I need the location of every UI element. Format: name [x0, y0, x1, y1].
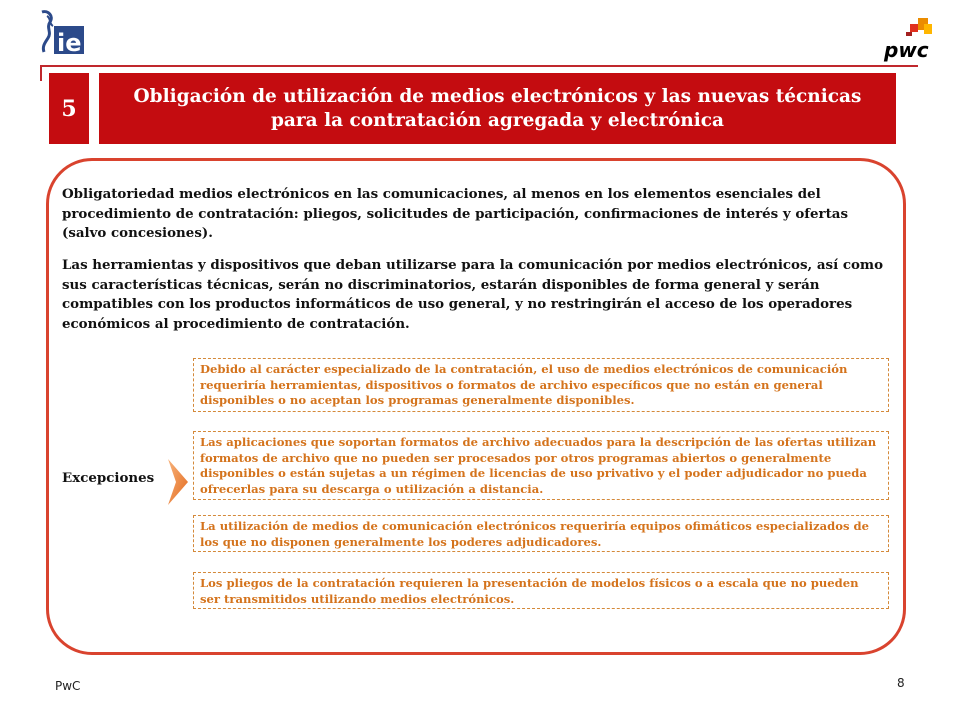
ie-logo	[38, 8, 90, 56]
top-rule-corner	[40, 65, 42, 81]
exception-item: Debido al carácter especializado de la contratación, el uso de medios electrónicos de comunicación requeriría herramientas, dispositivos o formatos de archivo específicos que no están en general disponibles o no aceptan los programas generalmente disponibles.	[193, 358, 889, 412]
svg-text:ie: ie	[57, 29, 82, 56]
page-number: 8	[897, 676, 905, 690]
chevron-right-icon	[166, 457, 190, 507]
exception-item: Las aplicaciones que soportan formatos de archivo adecuados para la descripción de las ofertas utilizan formatos de archivo que no pueden ser procesados por otros programas abiertos o generalmente disponibles o están sujetas a un régimen de licencias de uso privativo y el poder adjudicador no pueda ofrecerlas para su descarga o utilización a distancia.	[193, 431, 889, 500]
exceptions-label: Excepciones	[62, 470, 155, 486]
pwc-wordmark: pwc	[884, 38, 929, 62]
top-rule	[40, 65, 918, 67]
section-number: 5	[49, 73, 89, 144]
slide-title: Obligación de utilización de medios electrónicos y las nuevas técnicas para la contratación agregada y electrónica	[99, 73, 896, 144]
exception-item: La utilización de medios de comunicación electrónicos requeriría equipos ofimáticos especializados de los que no disponen generalmente los poderes adjudicadores.	[193, 515, 889, 552]
exception-item: Los pliegos de la contratación requieren la presentación de modelos físicos o a escala que no pueden ser transmitidos utilizando medios electrónicos.	[193, 572, 889, 609]
paragraph-electronic-obligation: Obligatoriedad medios electrónicos en las comunicaciones, al menos en los elementos esenciales del procedimiento de contratación: pliegos, solicitudes de participación, confirmaciones de interés y ofertas (salvo concesiones).	[62, 186, 848, 241]
paragraph-tools-devices: Las herramientas y dispositivos que deban utilizarse para la comunicación por medios electrónicos, así como sus características técnicas, serán no discriminatorios, estarán disponibles de forma general y serán compatibles con los productos informáticos de uso general, y no restringirán el acceso de los operadores económicos al procedimiento de contratación.	[62, 257, 884, 332]
footer-company: PwC	[55, 679, 81, 693]
